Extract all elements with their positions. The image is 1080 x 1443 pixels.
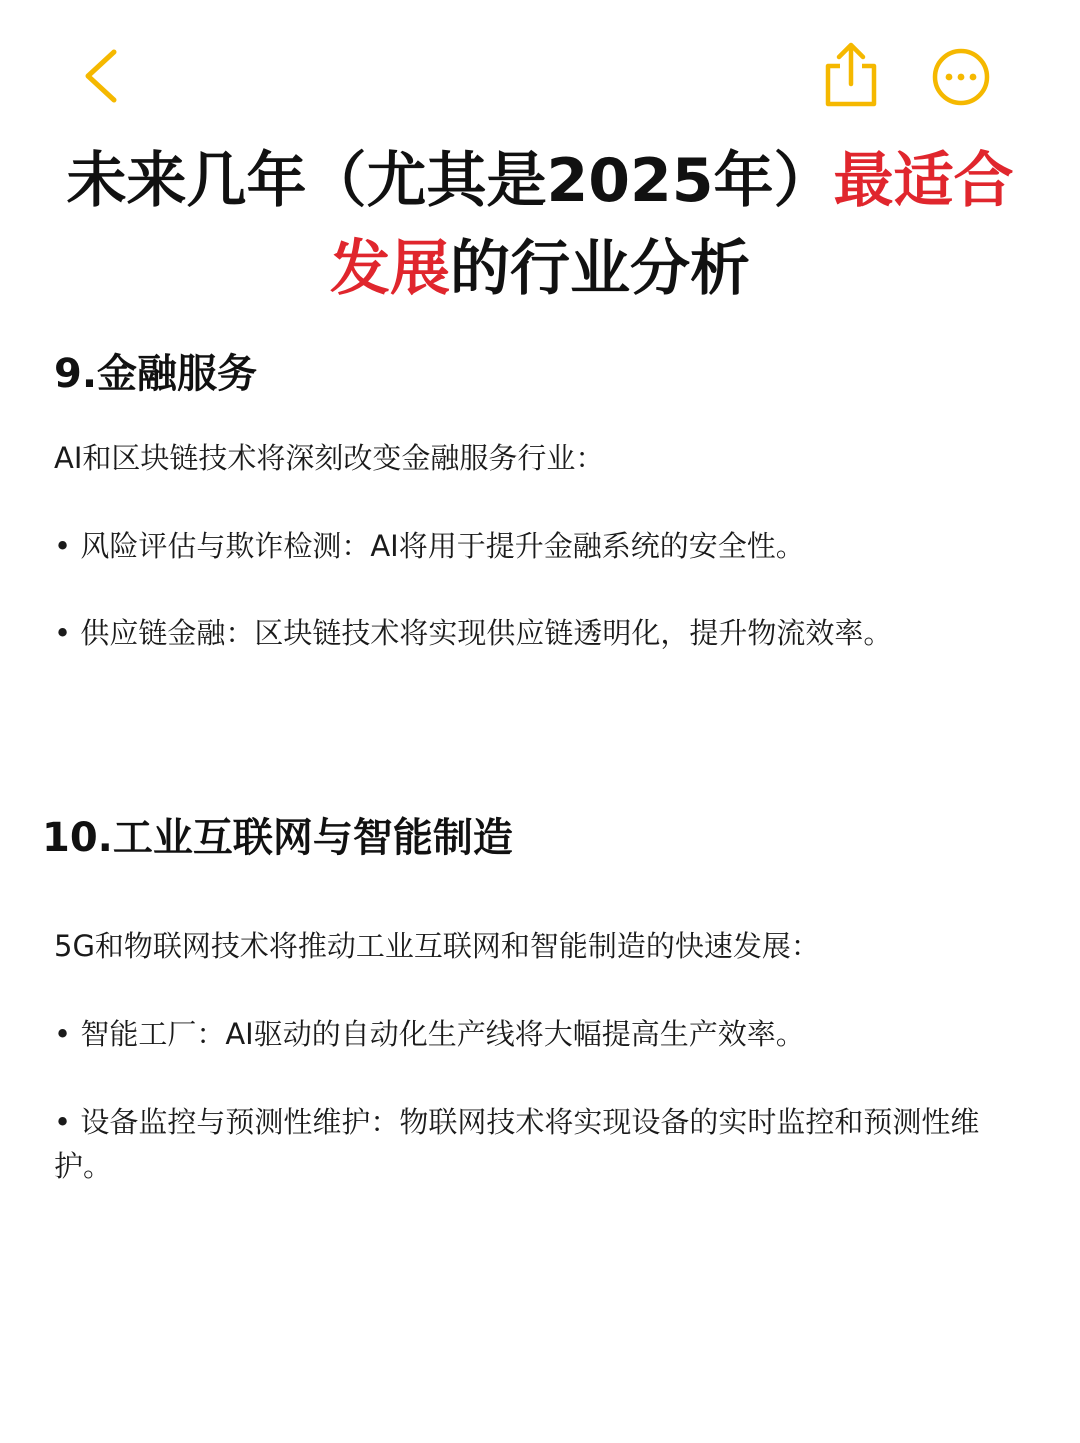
- page-title-line-1: [0, 138, 1080, 224]
- bullet-item: • 风险评估与欺诈检测：AI将用于提升金融系统的安全性。: [54, 529, 805, 563]
- share-icon: [818, 40, 884, 112]
- more-icon: [930, 46, 992, 108]
- title-text: 未来几年（尤其是2025年）: [66, 146, 834, 216]
- top-toolbar: [0, 0, 1080, 150]
- bullet-item: • 供应链金融：区块链技术将实现供应链透明化，提升物流效率。: [54, 616, 893, 650]
- section-intro: 5G和物联网技术将推动工业互联网和智能制造的快速发展：: [54, 929, 820, 963]
- section-heading: 9.金融服务: [54, 351, 258, 397]
- share-button[interactable]: [818, 40, 884, 112]
- bullet-item: • 设备监控与预测性维护：物联网技术将实现设备的实时监控和预测性维护。: [54, 1105, 980, 1183]
- page-title-line-2: [0, 226, 1080, 312]
- section-intro: AI和区块链技术将深刻改变金融服务行业：: [54, 441, 605, 475]
- title-highlight: 最适合: [833, 146, 1014, 216]
- section-heading: 10.工业互联网与智能制造: [42, 815, 513, 861]
- chevron-left-icon: [72, 44, 132, 108]
- title-highlight: 发展: [330, 234, 450, 304]
- bullet-item: • 智能工厂：AI驱动的自动化生产线将大幅提高生产效率。: [54, 1017, 805, 1051]
- title-text: 的行业分析: [450, 234, 750, 304]
- more-button[interactable]: [930, 46, 992, 108]
- back-button[interactable]: [72, 44, 132, 108]
